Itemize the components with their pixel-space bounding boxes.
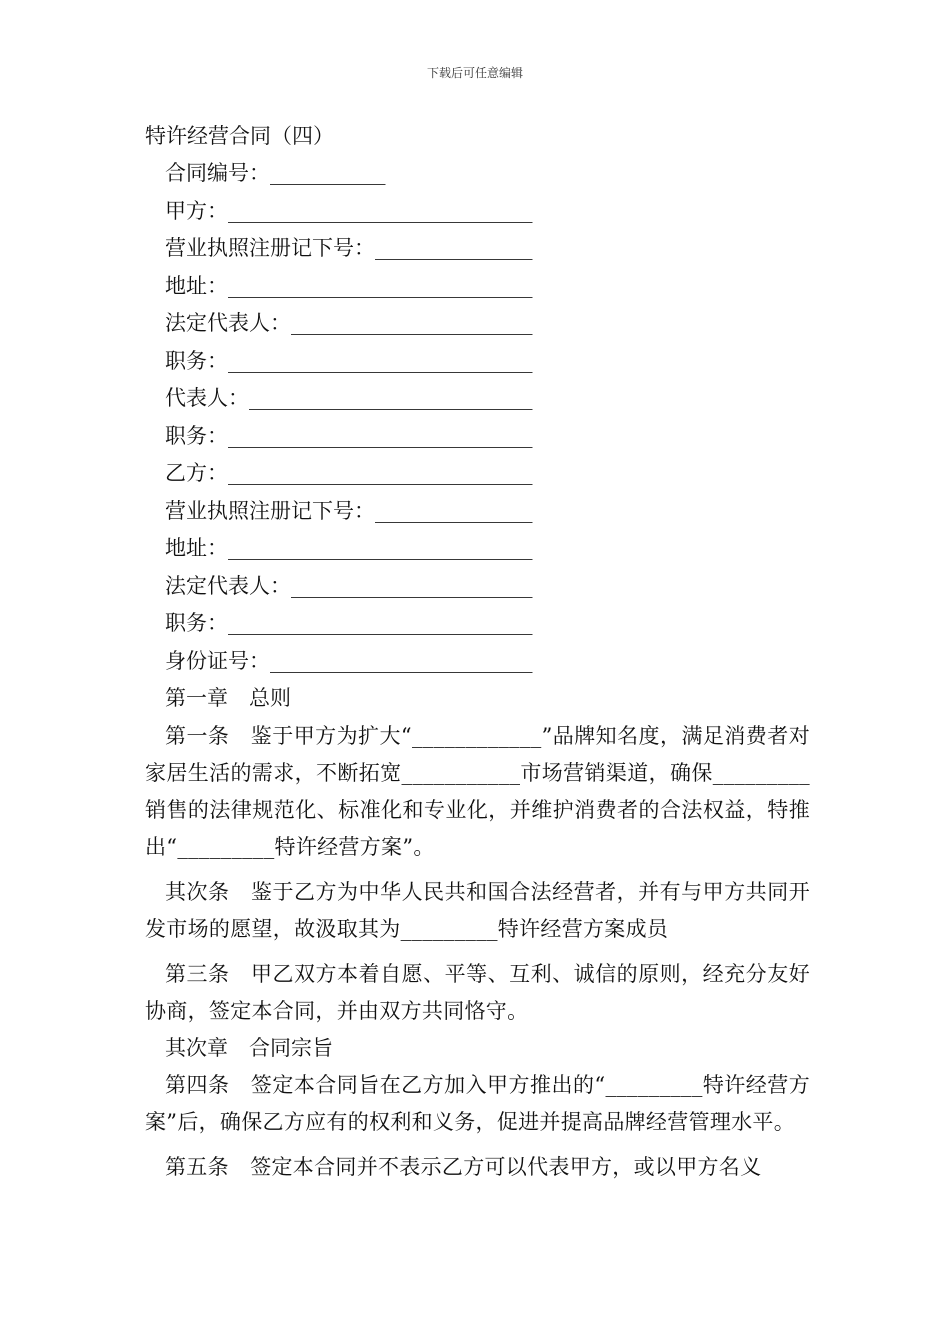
field-blank[interactable]: _______________________ <box>291 573 533 598</box>
field-row <box>145 193 810 231</box>
chapter-2-heading: 其次章 合同宗旨 <box>165 1035 333 1060</box>
field-blank[interactable]: _______________________ <box>291 311 533 335</box>
article-2: 其次条 鉴于乙方为中华人民共和国合法经营者，并有与甲方共同开发市场的愿望，故汲取其为_________特许经营方案成员 <box>145 879 810 941</box>
article-5: 第五条 签定本合同并不表示乙方可以代表甲方，或以甲方名义 <box>165 1155 762 1179</box>
contract-body <box>145 118 810 1186</box>
field-label: 法定代表人： <box>165 573 291 598</box>
field-blank[interactable]: _____________________________ <box>228 461 533 485</box>
field-blank[interactable]: _____________________________ <box>228 423 533 448</box>
field-label: 职务： <box>165 611 228 635</box>
field-row <box>145 605 810 643</box>
field-row <box>145 530 810 568</box>
party-info-fields <box>145 155 810 680</box>
field-blank[interactable]: _____________________________ <box>228 348 533 373</box>
field-row <box>145 268 810 306</box>
field-label: 乙方： <box>165 461 228 485</box>
field-row <box>145 155 810 193</box>
contract-title: 特许经营合同（四） <box>145 124 334 148</box>
field-row <box>145 643 810 681</box>
field-blank[interactable]: ___________ <box>270 161 386 185</box>
field-blank[interactable]: _________________________ <box>270 648 533 673</box>
article-1: 第一条 鉴于甲方为扩大“____________”品牌知名度，满足消费者对家居生活的需求，不断拓宽___________市场营销渠道，确保_________销售的法律规范化、标准化和专业化，并维护消费者的合法权益，特推出“_________特许经营方案”。 <box>145 723 810 859</box>
field-blank[interactable]: ___________________________ <box>249 386 533 410</box>
field-label: 代表人： <box>165 386 249 410</box>
chapter-1-heading: 第一章 总则 <box>165 686 291 710</box>
field-row <box>145 305 810 343</box>
field-label: 身份证号： <box>165 648 270 673</box>
field-label: 地址： <box>165 536 228 560</box>
field-blank[interactable]: _____________________________ <box>228 536 533 560</box>
field-row <box>145 343 810 381</box>
field-label: 职务： <box>165 423 228 448</box>
field-row <box>145 230 810 268</box>
field-row <box>145 493 810 531</box>
field-row <box>145 568 810 606</box>
field-blank[interactable]: _______________ <box>375 236 533 260</box>
field-blank[interactable]: _____________________________ <box>228 611 533 635</box>
field-label: 合同编号： <box>165 161 270 185</box>
field-label: 法定代表人： <box>165 311 291 335</box>
article-3: 第三条 甲乙双方本着自愿、平等、互利、诚信的原则，经充分友好协商，签定本合同，并由双方共同恪守。 <box>145 961 810 1023</box>
field-blank[interactable]: _______________ <box>375 498 533 523</box>
article-4: 第四条 签定本合同旨在乙方加入甲方推出的“_________特许经营方案”后，确保乙方应有的权利和义务，促进并提高品牌经营管理水平。 <box>145 1073 810 1134</box>
field-blank[interactable]: _____________________________ <box>228 273 533 298</box>
field-row <box>145 380 810 418</box>
field-label: 营业执照注册记下号： <box>165 236 375 260</box>
field-label: 地址： <box>165 273 228 298</box>
field-label: 营业执照注册记下号： <box>165 498 375 523</box>
field-row <box>145 455 810 493</box>
field-label: 甲方： <box>165 198 228 223</box>
field-row <box>145 418 810 456</box>
field-label: 职务： <box>165 348 228 373</box>
field-blank[interactable]: _____________________________ <box>228 198 533 223</box>
page-header: 下载后可任意编辑 <box>426 66 523 80</box>
